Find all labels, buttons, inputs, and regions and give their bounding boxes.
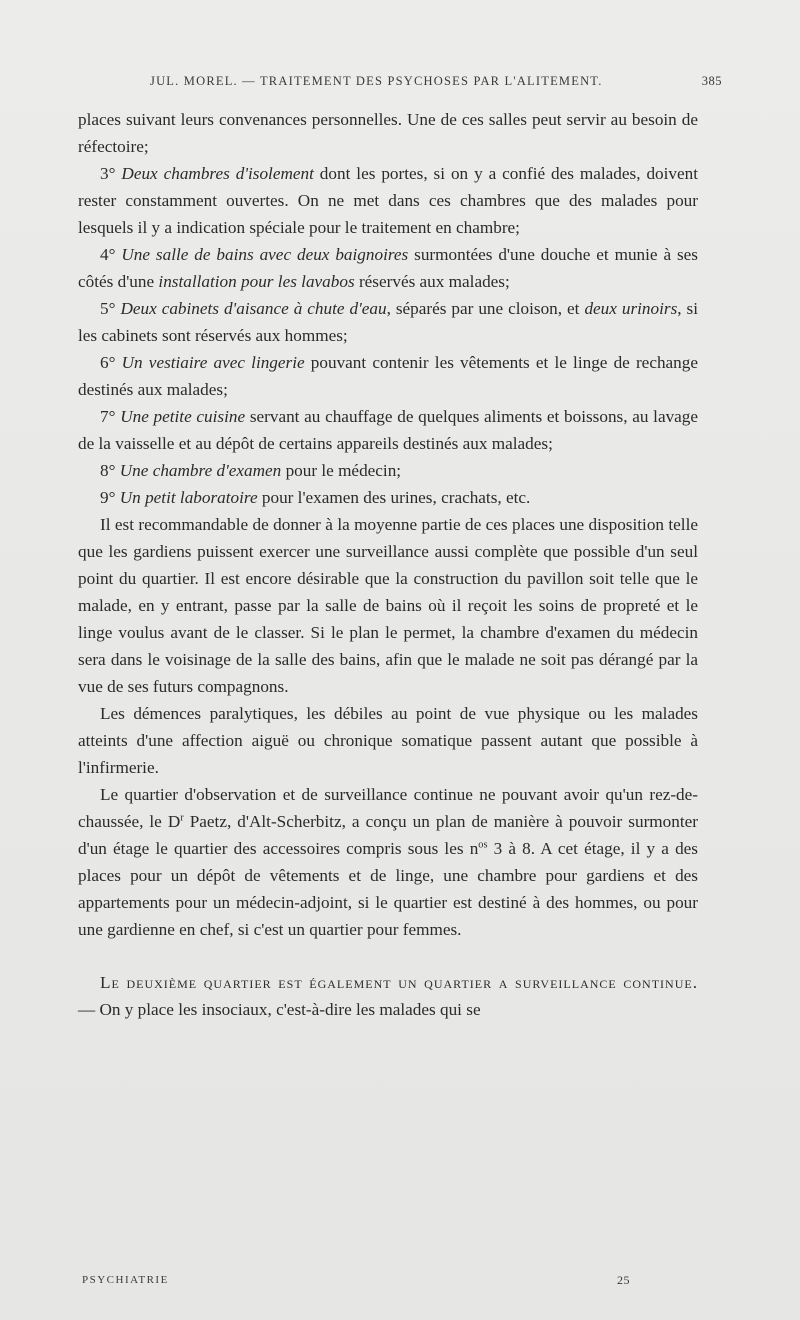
item-number: 9° [100,488,120,507]
body-text [78,106,698,1023]
item-text: , séparés par une cloison, et [386,299,585,318]
paragraph-observation [78,781,698,943]
list-item-6 [78,349,698,403]
p12-text: — On y place les insociaux, c'est-à-dire les malades qui se [78,1000,481,1019]
running-header [150,74,720,89]
footer-section: PSYCHIATRIE [82,1274,169,1286]
item-text: réservés aux malades; [354,272,510,291]
item-emphasis: deux urinoirs [584,299,678,318]
item-number: 4° [100,245,122,264]
p11-text-a: Le quartier d'observation et de surveillance continue ne pouvant avoir qu'un rez-de-chaussée, le D [78,785,698,831]
item-title: Une salle de bains avec deux baignoires [121,245,409,264]
list-item-9 [78,484,698,511]
item-number: 6° [100,353,122,372]
item-number: 5° [100,299,121,318]
item-text: dont les portes, si on y a confié des malades, doivent rester constamment ouvertes. On ne met dans ces chambres que des malades pour lesquels il y a indication spéciale pour le traitement en chambre; [78,164,698,237]
item-emphasis: installation pour les lavabos [158,272,355,291]
list-item-4 [78,241,698,295]
section-lead: Le deuxième quartier est également un quartier a surveillance continue. [100,973,698,992]
superscript: r [180,812,184,824]
p11-text-b: Paetz, d'Alt-Scherbitz, a conçu un plan de manière à pouvoir surmonter d'un étage le quartier des accessoires compris sous les n [78,812,698,858]
item-text: surmontées d'une douche et munie à ses côtés d'une [78,245,698,291]
item-text: servant au chauffage de quelques aliments et boissons, au lavage de la vaisselle et au dépôt de certains appareils destinés aux malades; [78,407,699,453]
list-item-3 [78,160,698,241]
paragraph-recommendation: Il est recommandable de donner à la moyenne partie de ces places une disposition telle que les gardiens puissent exercer une surveillance aussi complète que possible d'un seul point du quartier. Il est encore désirable que la construction du pavillon soit telle que le malade, en y entrant, passe par la salle de bains où il reçoit les soins de propreté et le linge voulus avant de le classer. Si le plan le permet, la chambre d'examen du médecin sera dans le voisinage de la salle des bains, afin que le malade ne soit pas dérangé par la vue de ses futurs compagnons. [78,515,698,696]
item-number: 8° [100,461,120,480]
item-title: Deux chambres d'isolement [121,164,314,183]
section-break [78,943,698,969]
paragraph-second-quarter [78,969,698,1023]
item-title: Un petit laboratoire [119,488,258,507]
item-text: pour le médecin; [281,461,402,480]
paragraph-1 [78,106,698,160]
superscript: os [478,839,488,851]
item-number: 3° [100,164,122,183]
running-title: JUL. MOREL. — TRAITEMENT DES PSYCHOSES PAR L'ALITEMENT. [150,74,603,88]
item-text: , si les cabinets sont réservés aux hommes; [78,299,699,345]
item-title: Une chambre d'examen [119,461,282,480]
item-number: 7° [100,407,121,426]
signature-mark: 25 [617,1273,630,1287]
paragraph-infirmary: Les démences paralytiques, les débiles au point de vue physique ou les malades atteints d'une affection aiguë ou chronique somatique passent autant que possible à l'infirmerie. [78,704,698,777]
p1-text: places suivant leurs convenances personnelles. Une de ces salles peut servir au besoin de réfectoire; [78,110,698,156]
page-footer [82,1274,630,1286]
list-item-7 [78,403,698,457]
item-title: Une petite cuisine [120,407,246,426]
p11-text-c: 3 à 8. A cet étage, il y a des places pour un dépôt de vêtements et de linge, une chambre pour gardiens et des appartements pour un médecin-adjoint, si le quartier est destiné à des hommes, ou pour une gardienne en chef, si c'est un quartier pour femmes. [78,839,698,939]
item-text: pour l'examen des urines, crachats, etc. [257,488,531,507]
list-item-8 [78,457,698,484]
page-number: 385 [701,74,722,88]
item-title: Un vestiaire avec lingerie [121,353,305,372]
list-item-5 [78,295,698,349]
item-text: pouvant contenir les vêtements et le linge de rechange destinés aux malades; [78,353,698,399]
item-title: Deux cabinets d'aisance à chute d'eau [120,299,387,318]
